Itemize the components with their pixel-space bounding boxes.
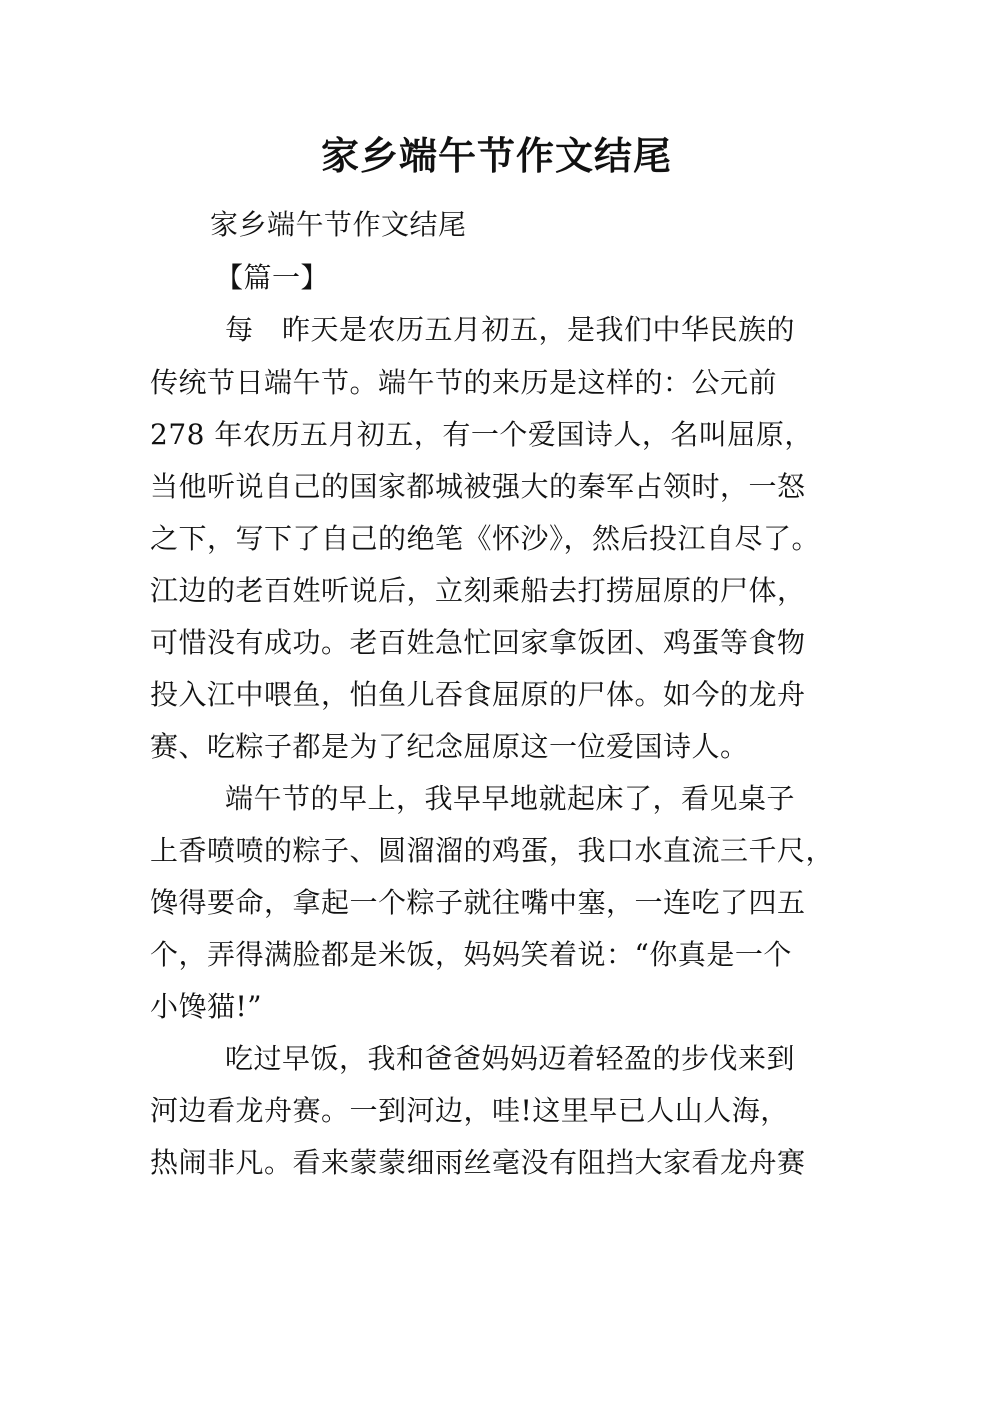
subtitle: 家乡端午节作文结尾 xyxy=(210,208,467,241)
paragraph-1-line-9: 赛、吃粽子都是为了纪念屈原这一位爱国诗人。 xyxy=(150,730,749,763)
paragraph-2-line-3: 馋得要命，拿起一个粽子就往嘴中塞，一连吃了四五 xyxy=(150,886,806,919)
paragraph-2-line-4: 个，弄得满脸都是米饭，妈妈笑着说：“你真是一个 xyxy=(150,938,792,971)
paragraph-1-line-6: 江边的老百姓听说后，立刻乘船去打捞屈原的尸体， xyxy=(150,574,806,607)
paragraph-1-line-2: 传统节日端午节。端午节的来历是这样的：公元前 xyxy=(150,366,778,399)
paragraph-1-line-7: 可惜没有成功。老百姓急忙回家拿饭团、鸡蛋等食物 xyxy=(150,626,806,659)
paragraph-2-line-1: 端午节的早上，我早早地就起床了，看见桌子 xyxy=(225,782,796,815)
paragraph-1-line-3: 278 年农历五月初五，有一个爱国诗人，名叫屈原， xyxy=(150,418,813,451)
paragraph-2-line-5: 小馋猫!” xyxy=(150,990,263,1023)
paragraph-2-line-2: 上香喷喷的粽子、圆溜溜的鸡蛋，我口水直流三千尺， xyxy=(150,834,835,867)
page-title: 家乡端午节作文结尾 xyxy=(320,134,672,178)
paragraph-3-line-1: 吃过早饭，我和爸爸妈妈迈着轻盈的步伐来到 xyxy=(225,1042,796,1075)
section-label: 【篇一】 xyxy=(215,261,330,294)
paragraph-1-line-5: 之下，写下了自己的绝笔《怀沙》，然后投江自尽了。 xyxy=(150,522,821,555)
paragraph-3-line-2: 河边看龙舟赛。一到河边，哇!这里早已人山人海， xyxy=(150,1094,789,1127)
paragraph-1-line-4: 当他听说自己的国家都城被强大的秦军占领时，一怒 xyxy=(150,470,806,503)
paragraph-3-line-3: 热闹非凡。看来蒙蒙细雨丝毫没有阻挡大家看龙舟赛 xyxy=(150,1146,806,1179)
paragraph-1-line-1: 每 昨天是农历五月初五，是我们中华民族的 xyxy=(225,313,796,346)
paragraph-1-line-8: 投入江中喂鱼，怕鱼儿吞食屈原的尸体。如今的龙舟 xyxy=(150,678,806,711)
